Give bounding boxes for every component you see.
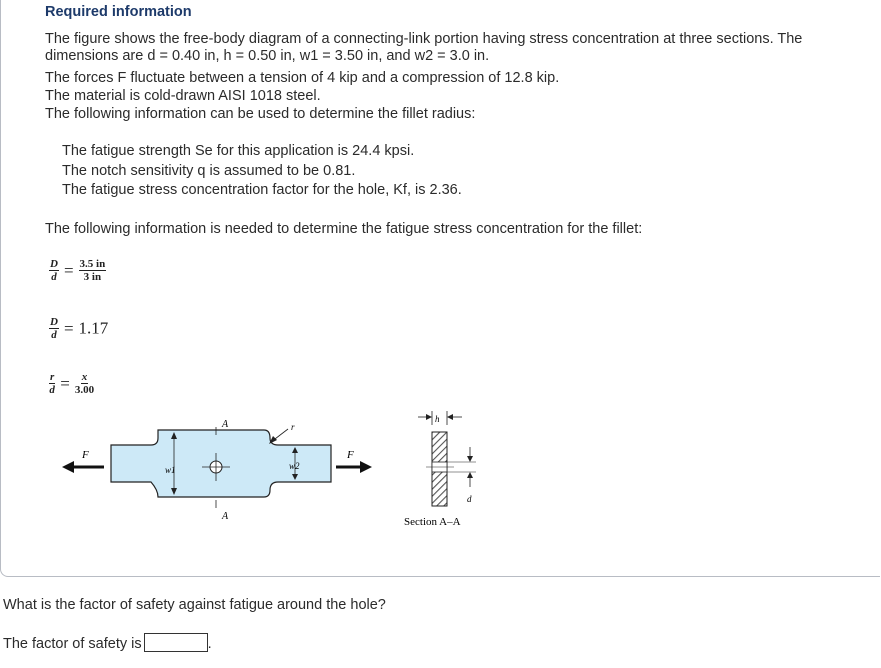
answer-suffix: . [207, 636, 212, 652]
fillet-radius-leader [269, 429, 288, 444]
label-d: d [467, 494, 472, 504]
force-arrow-left [62, 461, 104, 473]
fillet-intro: The following information can be used to determine the fillet radius: [45, 106, 476, 122]
info-fatigue-strength: The fatigue strength Se for this application is 24.4 kpsi. [62, 143, 415, 159]
eq1-rhs-num: 3.5 in [79, 258, 106, 270]
eq3-rhs-num: x [81, 371, 88, 383]
answer-row [3, 633, 212, 652]
section-view [418, 411, 476, 506]
info-notch-sensitivity: The notch sensitivity q is assumed to be 0.81. [62, 163, 356, 179]
eq3-lhs-num: r [50, 371, 55, 383]
factor-of-safety-input[interactable] [144, 633, 208, 652]
eq1-lhs-num: D [50, 258, 58, 270]
eq2-lhs-num: D [50, 316, 58, 328]
label-f-right: F [347, 449, 354, 461]
forces-line: The forces F fluctuate between a tension of 4 kip and a compression of 12.8 kip. [45, 70, 560, 86]
label-f-left: F [82, 449, 89, 461]
equation-ratio-3: $\frac{r}{d}$ = $\frac{x}{3.00}$ [49, 371, 95, 396]
intro-line-1: The figure shows the free-body diagram of a connecting-link portion having stress concentration at three sections. The [45, 31, 803, 47]
section-heading: Required information [45, 4, 192, 20]
fillet-needed: The following information is needed to determine the fatigue stress concentration for the fillet: [45, 221, 643, 237]
label-a-bottom: A [222, 511, 229, 522]
label-r: r [291, 422, 295, 432]
intro-line-2: dimensions are d = 0.40 in, h = 0.50 in, w1 = 3.50 in, and w2 = 3.0 in. [45, 48, 490, 64]
free-body-diagram [56, 405, 496, 535]
label-section-aa: Section A–A [404, 516, 461, 528]
eq1-rhs-den: 3 in [83, 271, 102, 283]
info-stress-factor: The fatigue stress concentration factor for the hole, Kf, is 2.36. [62, 182, 462, 198]
material-line: The material is cold-drawn AISI 1018 steel. [45, 88, 321, 104]
eq2-lhs-den: d [51, 329, 57, 341]
eq3-lhs-den: d [49, 384, 55, 396]
question-text: What is the factor of safety against fatigue around the hole? [3, 597, 386, 613]
label-a-top: A [222, 419, 229, 430]
label-w2: w2 [289, 461, 300, 471]
label-w1: w1 [165, 465, 176, 475]
label-h: h [435, 414, 440, 424]
eq3-rhs-den: 3.00 [74, 384, 95, 396]
answer-label: The factor of safety is [3, 636, 142, 652]
equation-ratio-2: $\frac{D}{d}$ = 1.17 [50, 316, 109, 341]
equation-ratio-1: $\frac{D}{d}$ = $\frac{3.5 in}{3 in}$ [50, 258, 106, 283]
eq2-rhs: 1.17 [78, 318, 109, 338]
eq1-lhs-den: d [51, 271, 57, 283]
force-arrow-right [336, 461, 372, 473]
